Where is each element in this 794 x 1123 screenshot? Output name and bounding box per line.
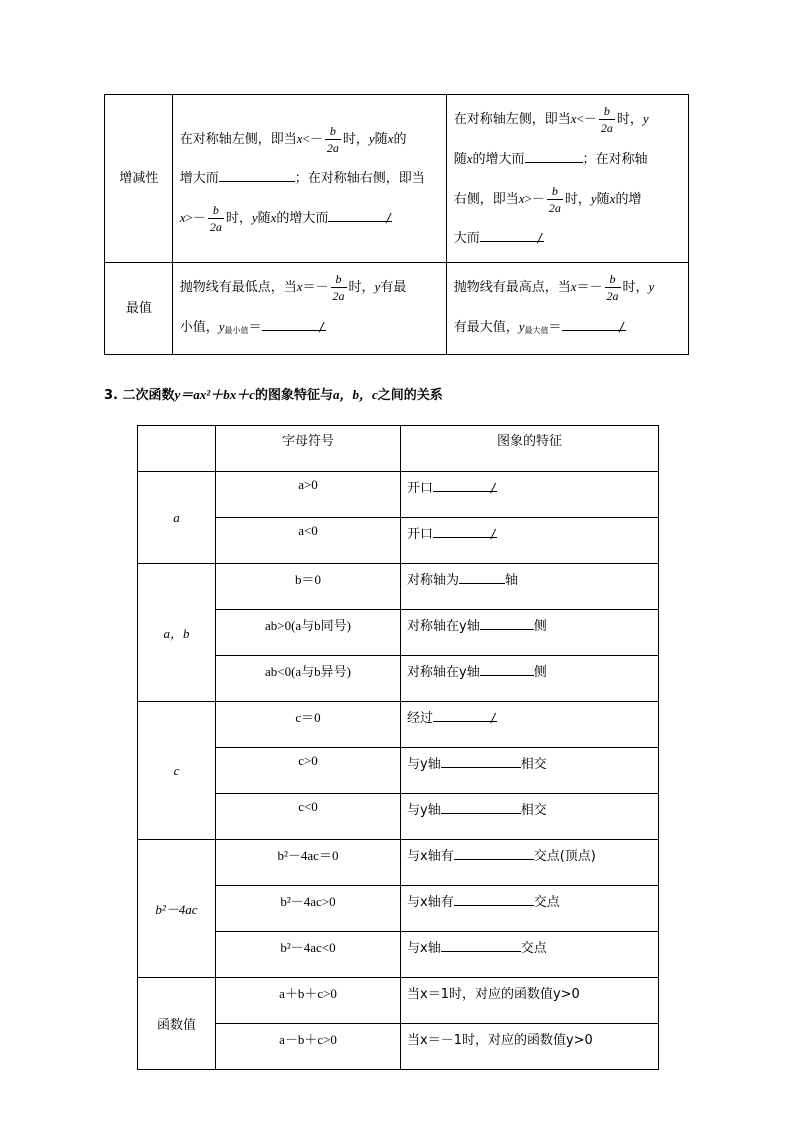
table-row [138, 656, 659, 702]
feature-cell [401, 610, 659, 656]
table-row [138, 886, 659, 932]
row-label: 增减性 [105, 95, 173, 263]
header-row [138, 426, 659, 472]
feature-text: 开口 [407, 527, 434, 542]
slash-mark: / [619, 320, 624, 334]
text: 有最大值， [453, 320, 519, 335]
text: 右侧，即当 [453, 192, 519, 207]
fraction [547, 185, 563, 214]
table-row [138, 932, 659, 978]
feature-text: 与y轴 [407, 757, 441, 772]
frac-num: b [329, 124, 336, 138]
cell-monotonic-downward [446, 95, 688, 263]
answer-blank[interactable] [562, 317, 626, 331]
feature-cell [401, 748, 659, 794]
condition-cell: c>0 [216, 748, 401, 794]
text: 的增大而 [472, 152, 525, 167]
heading-text: 二次函数 [122, 388, 175, 403]
table-body [138, 472, 659, 1070]
slash-mark: / [537, 231, 542, 245]
slash-mark: / [319, 320, 324, 334]
header-symbol: 字母符号 [216, 426, 401, 472]
frac-den: 2a [209, 220, 222, 234]
feature-text: 交点 [520, 941, 547, 956]
subscript: 最小值 [224, 326, 249, 335]
text: 随 [596, 192, 610, 207]
feature-cell [401, 472, 659, 518]
op: ＝－ [302, 279, 329, 294]
text: ；在对称轴 [582, 152, 648, 167]
text: ；在对称轴右侧，即当 [294, 171, 425, 186]
var-x: x [387, 131, 394, 146]
condition-cell: ab>0(a与b同号) [216, 610, 401, 656]
text: 随 [374, 132, 388, 147]
op: ＝－ [576, 279, 603, 294]
var-x: x [570, 279, 577, 294]
table-row [105, 263, 689, 355]
feature-cell [401, 564, 659, 610]
frac-num: b [603, 104, 610, 118]
group-label: b²－4ac [138, 840, 216, 978]
slash-mark: / [491, 527, 496, 541]
feature-text: 当x＝1时，对应的函数值y>0 [407, 987, 580, 1002]
answer-blank[interactable] [480, 662, 534, 676]
slash-mark: / [491, 711, 496, 725]
table-row [138, 518, 659, 564]
feature-text: 与x轴有 [407, 895, 454, 910]
heading-text: 之间的关系 [377, 388, 443, 403]
header-empty [138, 426, 216, 472]
answer-blank[interactable] [454, 846, 534, 860]
fraction [605, 273, 621, 302]
answer-blank[interactable] [480, 228, 544, 242]
answer-blank[interactable] [454, 892, 534, 906]
frac-den: 2a [600, 121, 613, 135]
answer-blank[interactable] [433, 708, 497, 722]
text: 时， [564, 192, 591, 207]
cell-extremum-min [172, 263, 446, 355]
subscript: 最大值 [524, 326, 549, 335]
text: 随 [257, 211, 271, 226]
frac-num: b [609, 272, 616, 286]
condition-cell: a<0 [216, 518, 401, 564]
op: >－ [185, 210, 206, 225]
var-x: x [270, 210, 277, 225]
text: 在对称轴左侧，即当 [179, 132, 297, 147]
table-row [138, 978, 659, 1024]
text: 的增 [615, 192, 642, 207]
group-label: a，b [138, 564, 216, 702]
feature-text: 侧 [533, 665, 547, 680]
group-label: a [138, 472, 216, 564]
table-row [138, 1024, 659, 1070]
text: ＝ [248, 320, 262, 335]
feature-text: 相交 [520, 803, 547, 818]
feature-cell [401, 702, 659, 748]
cell-monotonic-upward [172, 95, 446, 263]
text: 时， [616, 112, 643, 127]
var-y: y [518, 319, 525, 334]
condition-cell: b＝0 [216, 564, 401, 610]
condition-cell: ab<0(a与b异号) [216, 656, 401, 702]
var-y: y [642, 111, 649, 126]
feature-cell [401, 932, 659, 978]
var-x: x [570, 111, 577, 126]
feature-cell [401, 886, 659, 932]
var-y: y [251, 210, 258, 225]
heading-formula: y＝ax²＋bx＋c [174, 387, 255, 402]
answer-blank[interactable] [441, 754, 521, 768]
text: 在对称轴左侧，即当 [453, 112, 571, 127]
var-y: y [218, 319, 225, 334]
frac-den: 2a [606, 289, 619, 303]
slash-mark: / [386, 211, 391, 225]
text: 时， [342, 132, 369, 147]
table-row [138, 702, 659, 748]
condition-cell: b²－4ac<0 [216, 932, 401, 978]
feature-text: 与x轴 [407, 941, 441, 956]
feature-text: 对称轴为 [407, 573, 460, 588]
text: ＝ [548, 320, 562, 335]
table-row [105, 95, 689, 263]
feature-cell [401, 978, 659, 1024]
group-label: 函数值 [138, 978, 216, 1070]
feature-text: 侧 [533, 619, 547, 634]
heading-vars: a，b，c [333, 387, 378, 402]
monotonicity-extremum-table [104, 94, 689, 355]
feature-text: 与y轴 [407, 803, 441, 818]
text: 有最 [380, 280, 407, 295]
var-x: x [296, 279, 303, 294]
feature-text: 经过 [407, 711, 434, 726]
answer-blank[interactable] [459, 570, 505, 584]
table-row [138, 748, 659, 794]
table-row [138, 610, 659, 656]
op: >－ [524, 191, 545, 206]
feature-text: 对称轴在y轴 [407, 665, 480, 680]
feature-text: 相交 [520, 757, 547, 772]
frac-num: b [551, 184, 558, 198]
text: 时， [348, 280, 375, 295]
text: 时， [225, 211, 252, 226]
var-y: y [590, 191, 597, 206]
fraction [599, 105, 615, 134]
answer-blank[interactable] [441, 800, 521, 814]
condition-cell: b²－4ac>0 [216, 886, 401, 932]
var-x: x [518, 191, 525, 206]
text: 的 [393, 132, 407, 147]
answer-blank[interactable] [433, 524, 497, 538]
slash-mark: / [491, 481, 496, 495]
condition-cell: c＝0 [216, 702, 401, 748]
frac-den: 2a [548, 201, 561, 215]
text: 小值， [179, 320, 219, 335]
row-label: 最值 [105, 263, 173, 355]
feature-text: 交点(顶点) [533, 849, 596, 864]
text: 抛物线有最高点，当 [453, 280, 571, 295]
var-x: x [466, 151, 473, 166]
table-row [138, 794, 659, 840]
text: 抛物线有最低点，当 [179, 280, 297, 295]
group-label: c [138, 702, 216, 840]
section-heading [104, 384, 443, 403]
feature-text: 对称轴在y轴 [407, 619, 480, 634]
table-row [138, 840, 659, 886]
answer-blank[interactable] [219, 168, 295, 182]
var-y: y [648, 279, 655, 294]
feature-cell [401, 1024, 659, 1070]
heading-number: 3. [104, 388, 118, 403]
answer-blank[interactable] [441, 938, 521, 952]
feature-cell [401, 656, 659, 702]
table-row [138, 564, 659, 610]
text: 大而 [453, 231, 480, 246]
feature-text: 开口 [407, 481, 434, 496]
feature-text: 轴 [505, 573, 519, 588]
cell-extremum-max [446, 263, 688, 355]
text: 增大而 [179, 171, 219, 186]
op: <－ [302, 131, 323, 146]
feature-cell [401, 794, 659, 840]
header-feature: 图象的特征 [401, 426, 659, 472]
condition-cell: c<0 [216, 794, 401, 840]
feature-text: 当x＝－1时，对应的函数值y>0 [407, 1033, 593, 1048]
frac-num: b [212, 203, 219, 217]
answer-blank[interactable] [328, 208, 392, 222]
var-x: x [609, 191, 616, 206]
fraction [331, 273, 347, 302]
answer-blank[interactable] [262, 317, 326, 331]
frac-den: 2a [326, 141, 339, 155]
frac-den: 2a [332, 289, 345, 303]
text: 随 [453, 152, 467, 167]
answer-blank[interactable] [525, 149, 583, 163]
feature-text: 与x轴有 [407, 849, 454, 864]
coefficient-feature-table [137, 425, 659, 1070]
condition-cell: a＋b＋c>0 [216, 978, 401, 1024]
var-x: x [296, 131, 303, 146]
var-y: y [374, 279, 381, 294]
condition-cell: a－b＋c>0 [216, 1024, 401, 1070]
heading-text: 的图象特征与 [254, 388, 333, 403]
text: 时， [622, 280, 649, 295]
text: 的增大而 [276, 211, 329, 226]
feature-cell [401, 840, 659, 886]
op: <－ [576, 111, 597, 126]
feature-text: 交点 [533, 895, 560, 910]
condition-cell: b²－4ac＝0 [216, 840, 401, 886]
frac-num: b [335, 272, 342, 286]
condition-cell: a>0 [216, 472, 401, 518]
fraction [208, 204, 224, 233]
var-y: y [368, 131, 375, 146]
answer-blank[interactable] [480, 616, 534, 630]
answer-blank[interactable] [433, 478, 497, 492]
feature-cell [401, 518, 659, 564]
fraction [325, 125, 341, 154]
table-row [138, 472, 659, 518]
var-x: x [179, 210, 186, 225]
